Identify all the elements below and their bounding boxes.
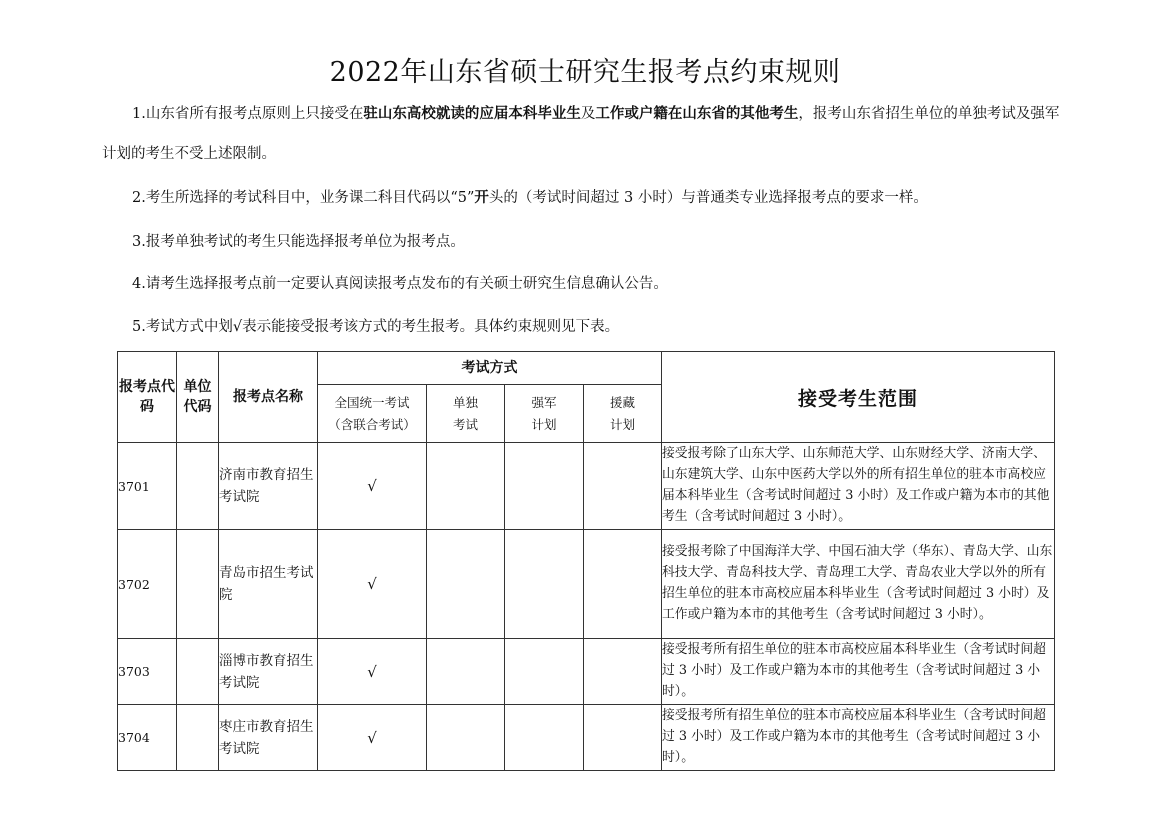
header-row-1 — [118, 352, 1055, 385]
site-code: 3703 — [118, 639, 177, 705]
single-exam-check — [427, 443, 505, 530]
header-code: 报考点代码 — [118, 352, 177, 443]
table-row — [118, 443, 1055, 530]
rule-2-text-a: 2.考生所选择的考试科目中，业务课二科目代码以“5” — [132, 190, 475, 206]
unit-code — [177, 705, 219, 771]
header-site-name: 报考点名称 — [219, 352, 318, 443]
site-name: 淄博市教育招生考试院 — [219, 639, 318, 705]
rule-1-text-e: ，报考山东省招生单位的单独考试及强军计划的考生不受上述限制。 — [102, 106, 1060, 162]
tibet-plan-check — [584, 530, 662, 639]
table-row — [118, 530, 1055, 639]
header-army-plan: 强军 计划 — [505, 385, 584, 443]
national-exam-check: √ — [318, 705, 427, 771]
header-single-exam: 单独 考试 — [427, 385, 505, 443]
header-tibet-plan: 援藏 计划 — [584, 385, 662, 443]
rule-4: 4.请考生选择报考点前一定要认真阅读报考点发布的有关硕士研究生信息确认公告。 — [132, 276, 668, 292]
rule-2-text-c: 头的（考试时间超过 3 小时）与普通类专业选择报考点的要求一样。 — [488, 190, 928, 206]
header-unit-code: 单位代码 — [177, 352, 219, 443]
rule-1 — [102, 94, 1062, 174]
rule-3: 3.报考单独考试的考生只能选择报考单位为报考点。 — [132, 234, 465, 250]
accepted-scope: 接受报考除了中国海洋大学、中国石油大学（华东）、青岛大学、山东科技大学、青岛科技大学、青岛理工大学、青岛农业大学以外的所有招生单位的驻本市高校应届本科毕业生（含考试时间超过 3 小时）及工作或户籍为本市的其他考生（含考试时间超过 3 小时）。 — [662, 530, 1055, 639]
unit-code — [177, 530, 219, 639]
site-name: 青岛市招生考试院 — [219, 530, 318, 639]
rule-1-text-c: 及 — [580, 106, 596, 122]
tibet-plan-check — [584, 443, 662, 530]
tibet-plan-check — [584, 639, 662, 705]
site-code: 3704 — [118, 705, 177, 771]
site-code: 3702 — [118, 530, 177, 639]
unit-code — [177, 443, 219, 530]
army-plan-check — [505, 639, 584, 705]
rule-1-text-a: 1.山东省所有报考点原则上只接受在 — [132, 106, 364, 122]
tibet-plan-check — [584, 705, 662, 771]
accepted-scope: 接受报考除了山东大学、山东师范大学、山东财经大学、济南大学、山东建筑大学、山东中医药大学以外的所有招生单位的驻本市高校应届本科毕业生（含考试时间超过 3 小时）及工作或户籍为本市的其他考生（含考试时间超过 3 小时）。 — [662, 443, 1055, 530]
rule-1-bold-others: 工作或户籍在山东省的其他考生 — [595, 105, 799, 122]
table-row — [118, 705, 1055, 771]
national-exam-check: √ — [318, 639, 427, 705]
header-scope: 接受考生范围 — [662, 352, 1055, 443]
header-exam-mode: 考试方式 — [318, 352, 662, 385]
table-row — [118, 639, 1055, 705]
rule-5: 5.考试方式中划√表示能接受报考该方式的考生报考。具体约束规则见下表。 — [132, 319, 620, 335]
site-name: 济南市教育招生考试院 — [219, 443, 318, 530]
single-exam-check — [427, 530, 505, 639]
site-name: 枣庄市教育招生考试院 — [219, 705, 318, 771]
site-code: 3701 — [118, 443, 177, 530]
rule-2 — [102, 178, 1062, 218]
rule-2-bold: 开 — [474, 189, 489, 206]
army-plan-check — [505, 530, 584, 639]
army-plan-check — [505, 705, 584, 771]
national-exam-check: √ — [318, 530, 427, 639]
single-exam-check — [427, 639, 505, 705]
document-title: 2022年山东省硕士研究生报考点约束规则 — [329, 57, 841, 88]
army-plan-check — [505, 443, 584, 530]
header-national-exam: 全国统一考试 （含联合考试） — [318, 385, 427, 443]
accepted-scope: 接受报考所有招生单位的驻本市高校应届本科毕业生（含考试时间超过 3 小时）及工作或户籍为本市的其他考生（含考试时间超过 3 小时）。 — [662, 705, 1055, 771]
accepted-scope: 接受报考所有招生单位的驻本市高校应届本科毕业生（含考试时间超过 3 小时）及工作或户籍为本市的其他考生（含考试时间超过 3 小时）。 — [662, 639, 1055, 705]
unit-code — [177, 639, 219, 705]
rule-1-bold-students: 驻山东高校就读的应届本科毕业生 — [363, 105, 581, 122]
single-exam-check — [427, 705, 505, 771]
exam-site-rules-table — [117, 351, 1055, 771]
national-exam-check: √ — [318, 443, 427, 530]
